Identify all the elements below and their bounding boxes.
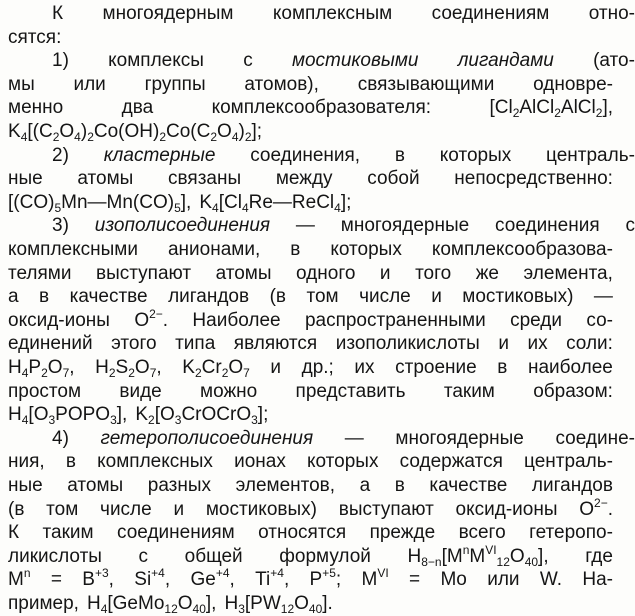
text-line: телями выступают атомы одного и того же элемента, bbox=[8, 262, 613, 284]
text-line: К таким соединениям относятся прежде всего гетеропо- bbox=[8, 522, 613, 544]
text-line: мы или группы атомов), связывающими одновре- bbox=[8, 73, 613, 95]
text-line: $H_4[O_3POPO_3]$, $K_2[O_3CrOCrO_3]$; bbox=[8, 404, 269, 428]
text-line: $K_4[(C_2O_4)_2Co(OH)_2Co(C_2O_4)_2]$; bbox=[8, 121, 263, 144]
text-line: единений этого типа являются изополикислоты и их соли: bbox=[8, 333, 613, 355]
text-line: 1) комплексы с мостиковыми лигандами (ато- bbox=[52, 50, 635, 72]
text-line: сятся: bbox=[8, 26, 62, 48]
text-line: (в том числе и мостиковых) выступают оксид-ионы $O^{2-}$. bbox=[8, 495, 613, 520]
text-line: ния, в комплексных ионах которых содержатся централь- bbox=[8, 451, 613, 473]
text-line: $H_4P_2O_7$, $H_2S_2O_7$, $K_2Cr_2O_7$ и др.; их строение в наиболее bbox=[8, 357, 613, 380]
text-line: К многоядерным комплексным соединениям отно- bbox=[52, 3, 635, 24]
text-line: 2) кластерные соединения, в которых централь- bbox=[52, 144, 635, 166]
text-line: ликислоты с общей формулой $H_{8-n}[M^nM^{VI}_{12}O_{40}]$, где bbox=[8, 542, 613, 569]
text-line: оксид-ионы $O^{2-}$. Наиболее распространенными среди со- bbox=[8, 306, 613, 331]
text-line: $[(CO)_5Mn—Mn(CO)_5]$, $K_4[Cl_4Re—ReCl_4]$; bbox=[8, 191, 352, 215]
text-line: а в качестве лигандов (в том числе и мостиковых) — bbox=[8, 286, 613, 308]
text-line: ные атомы связаны между собой непосредственно: bbox=[8, 168, 613, 190]
text-line: 4) гетерополисоединения — многоядерные соедине- bbox=[52, 427, 635, 449]
text-line: ные атомы разных элементов, а в качестве лигандов bbox=[8, 475, 613, 496]
text-line: пример, $H_4[GeMo_{12}O_{40}]$, $H_3[PW_{12}O_{40}]$. bbox=[8, 593, 333, 616]
text-line: $M^n$ = $B^{+3}$, $Si^{+4}$, $Ge^{+4}$, $Ti^{+4}$, $P^{+5}$; $M^{VI}$ = Mo или W. На- bbox=[8, 566, 613, 591]
text-line: простом виде можно представить таким образом: bbox=[8, 380, 613, 402]
text-line: комплексными анионами, в которых комплексообразова- bbox=[8, 239, 613, 260]
text-line: 3) изополисоединения — многоядерные соединения с bbox=[52, 215, 635, 237]
text-line: менно два комплексообразователя: $[Cl_2AlCl_2AlCl_2]$, bbox=[8, 97, 613, 121]
